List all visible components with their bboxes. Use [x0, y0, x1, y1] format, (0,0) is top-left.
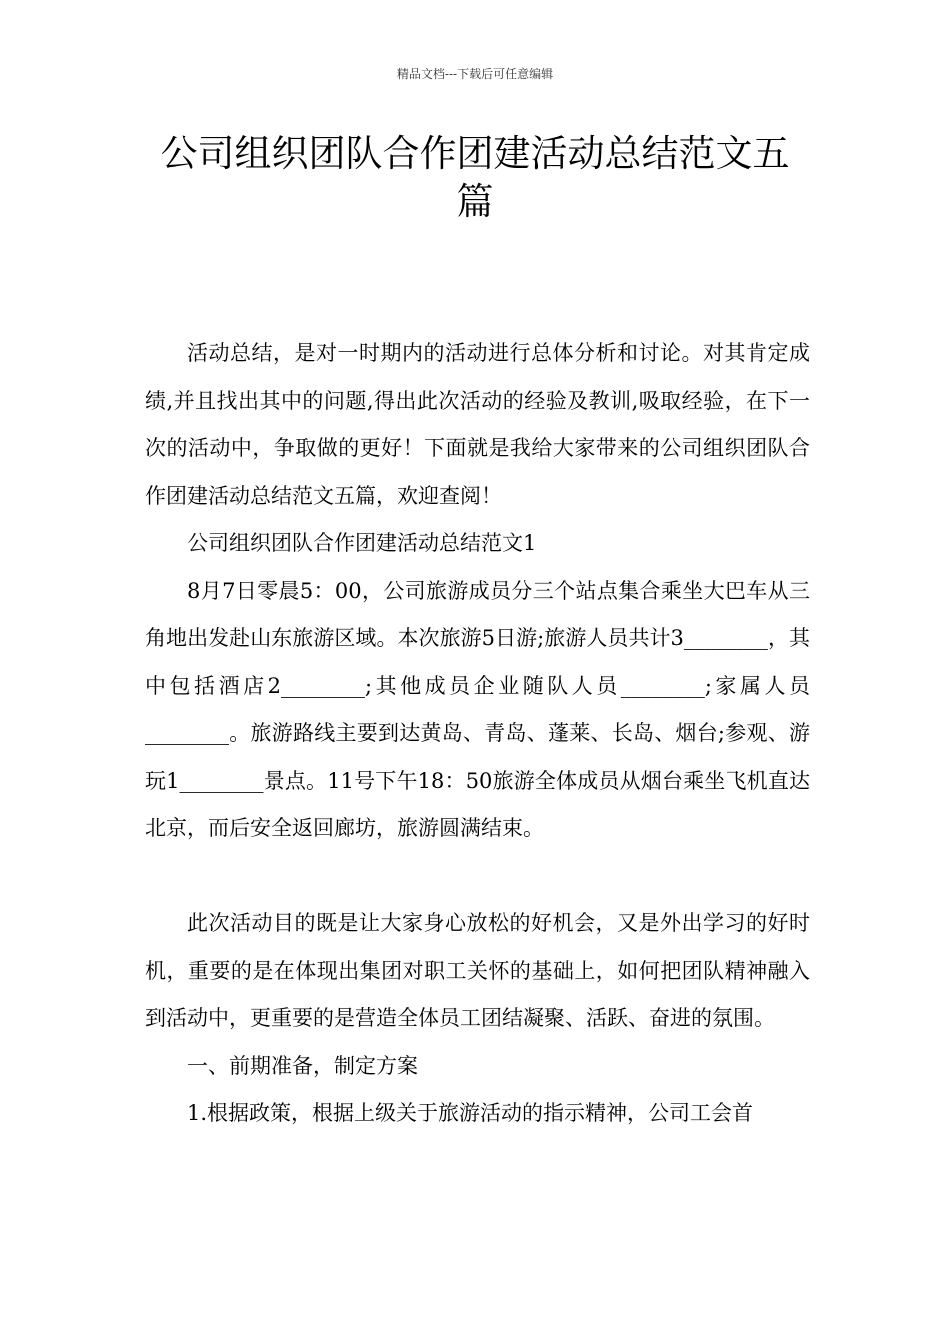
paragraph-intro: 活动总结，是对一时期内的活动进行总体分析和讨论。对其肯定成绩,并且找出其中的问题,得出此次活动的经验及教训,吸取经验，在下一次的活动中，争取做的更好！下面就是我给大家带来的公司组织团队合作团建活动总结范文五篇，欢迎查阅！	[145, 341, 810, 508]
document-body	[145, 330, 810, 1138]
paragraph-gap	[145, 853, 810, 901]
section-heading: 一、前期准备，制定方案	[187, 1053, 418, 1078]
paragraph-subtitle: 公司组织团队合作团建活动总结范文1	[187, 531, 537, 555]
paragraph-item-1: 1.根据政策，根据上级关于旅游活动的指示精神，公司工会首	[187, 1101, 754, 1125]
header-note: 精品文档---下载后可任意编辑	[396, 67, 554, 81]
paragraph-purpose: 此次活动目的既是让大家身心放松的好机会，又是外出学习的好时机，重要的是在体现出集团对职工关怀的基础上，如何把团队精神融入到活动中，更重要的是营造全体员工团结凝聚、活跃、奋进的氛围。	[145, 911, 810, 1030]
paragraph-trip-details: 8月7日零晨5：00，公司旅游成员分三个站点集合乘坐大巴车从三角地出发赴山东旅游区域。本次旅游5日游;旅游人员共计3________，其中包括酒店2________;其他成员企业随队人员________;家属人员________。旅游路线主要到达黄岛、青岛、蓬莱、长岛、烟台;参观、游玩1________景点。11号下午18：50旅游全体成员从烟台乘坐飞机直达北京，而后安全返回廊坊，旅游圆满结束。	[145, 578, 810, 840]
document-title: 公司组织团队合作团建活动总结范文五篇	[160, 132, 790, 223]
